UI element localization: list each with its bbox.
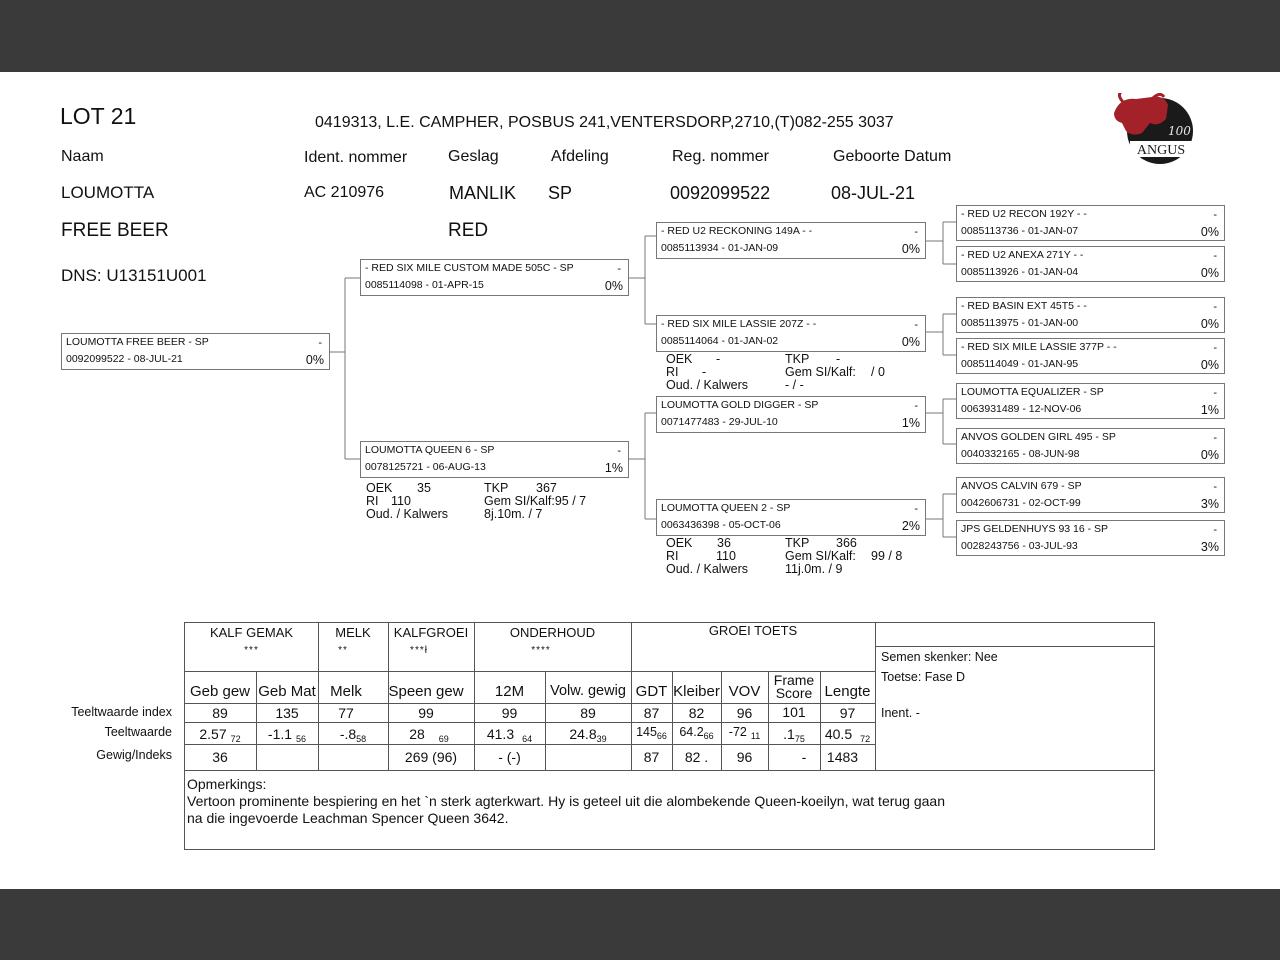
pedigree-dam: LOUMOTTA QUEEN 6 - SP - 0078125721 - 06-AUG-13 1% — [360, 441, 629, 478]
tw-vov: -72 $_{11}$ — [728, 725, 761, 741]
index-kleiber: 82 — [688, 705, 705, 721]
pedigree-dam-sire: LOUMOTTA GOLD DIGGER - SP - 0071477483 - 29-JUL-10 1% — [656, 396, 926, 433]
group-kalfgroei: KALFGROEI — [393, 625, 469, 640]
col-frame-score: Frame Score — [773, 672, 815, 701]
pedigree-gg-6: ANVOS GOLDEN GIRL 495 - SP - 0040332165 - 08-JUN-98 0% — [956, 428, 1225, 464]
logo-number: 100 — [1168, 124, 1191, 138]
col-vov: VOV — [728, 683, 761, 700]
remarks-line-2: na die ingevoerde Leachman Spencer Queen 3642. — [187, 810, 509, 826]
animal-dob: 08-JUL-21 — [831, 183, 916, 203]
dam-reg: 0078125721 - 06-AUG-13 — [365, 461, 486, 473]
tw-speen-gew: 28 $_{69}$ — [409, 726, 449, 744]
logo-text: ANGUS — [1136, 143, 1186, 158]
pedigree-sire-sire: - RED U2 RECKONING 149A - - - 0085113934 - 01-JAN-09 0% — [656, 222, 926, 259]
label-division: Afdeling — [551, 148, 609, 165]
col-volw-gewig: Volw. gewig — [550, 683, 626, 699]
pedigree-subject: LOUMOTTA FREE BEER - SP - 0092099522 - 08-JUL-21 0% — [61, 333, 330, 370]
col-geb-gew: Geb gew — [189, 683, 251, 700]
animal-division: SP — [548, 183, 573, 203]
animal-colour: RED — [448, 220, 489, 241]
index-vov: 96 — [736, 705, 753, 721]
semen-donor: Semen skenker: Nee — [881, 650, 998, 664]
index-melk: 77 — [338, 705, 354, 721]
index-frame-score: 101 — [782, 704, 806, 720]
col-melk: Melk — [330, 683, 362, 700]
animal-ident: AC 210976 — [304, 184, 385, 201]
group-melk: MELK — [335, 625, 371, 640]
dam-name: LOUMOTTA QUEEN 6 - SP — [365, 444, 495, 456]
gi-kleiber: 82 . — [684, 749, 709, 765]
group-kalf-gemak: KALF GEMAK — [209, 625, 294, 640]
tw-melk: $-.8_{58}$ — [339, 726, 367, 744]
tw-geb-gew: 2.57 $_{72}$ — [199, 726, 241, 744]
col-gdt: GDT — [635, 683, 668, 700]
col-geb-mat: Geb Mat — [258, 683, 316, 700]
label-name: Naam — [61, 148, 104, 165]
tw-geb-mat: -1.1 $_{56}$ — [267, 726, 307, 744]
col-speen-gew: Speen gew — [388, 683, 464, 700]
stars-kalf-gemak: *** — [244, 645, 259, 656]
index-volw-gewig: 89 — [580, 705, 596, 721]
index-gdt: 87 — [643, 705, 660, 721]
sire-name: - RED SIX MILE CUSTOM MADE 505C - SP — [365, 262, 574, 274]
label-reg: Reg. nommer — [672, 148, 769, 165]
animal-reg: 0092099522 — [670, 183, 771, 203]
subject-pct: 0% — [305, 353, 324, 367]
pedigree-gg-3: - RED BASIN EXT 45T5 - - - 0085113975 - 01-JAN-00 0% — [956, 297, 1225, 333]
tw-volw-gewig: $24.8_{39}$ — [569, 726, 607, 744]
group-groei-toets: GROEI TOETS — [708, 623, 798, 638]
pedigree-gg-1: - RED U2 RECON 192Y - - - 0085113736 - 01-JAN-07 0% — [956, 205, 1225, 241]
index-geb-gew: 89 — [212, 705, 228, 721]
animal-name-1: LOUMOTTA — [61, 183, 155, 202]
pedigree-gg-5: LOUMOTTA EQUALIZER - SP - 0063931489 - 12-NOV-06 1% — [956, 383, 1225, 419]
col-kleiber: Kleiber — [673, 683, 720, 700]
stars-kalfgroei: ***ł — [410, 645, 428, 656]
pedigree-gg-2: - RED U2 ANEXA 271Y - - - 0085113926 - 01-JAN-04 0% — [956, 246, 1225, 282]
col-12m: 12M — [494, 683, 525, 700]
remarks-title: Opmerkings: — [187, 776, 267, 792]
remarks — [187, 776, 945, 827]
pedigree-sire: - RED SIX MILE CUSTOM MADE 505C - SP - 0085114098 - 01-APR-15 0% — [360, 259, 629, 296]
tests-phase: Toetse: Fase D — [881, 670, 966, 684]
animal-name-2: FREE BEER — [61, 220, 169, 241]
group-onderhoud: ONDERHOUD — [509, 625, 596, 640]
gi-gdt: 87 — [643, 749, 660, 765]
dam-pct: 1% — [604, 461, 623, 475]
index-lengte: 97 — [839, 705, 856, 721]
sire-pct: 0% — [604, 279, 623, 293]
stars-onderhoud: **** — [531, 645, 551, 656]
label-ident: Ident. nommer — [304, 149, 408, 166]
index-geb-mat: 135 — [275, 705, 299, 721]
gi-frame-score: - — [801, 749, 807, 765]
lot-number: LOT 21 — [60, 103, 137, 129]
index-12m: 99 — [501, 705, 518, 721]
remarks-line-1: Vertoon prominente bespiering en het `n sterk agterkwart. Hy is geteel uit die alombekende Queen-koeilyn, wat terug gaan — [187, 793, 945, 809]
gi-vov: 96 — [736, 749, 753, 765]
gi-12m: - (-) — [498, 749, 521, 765]
dns-code: DNS: U13151U001 — [61, 266, 207, 285]
tw-12m: 41.3 $_{64}$ — [486, 726, 533, 744]
label-dob: Geboorte Datum — [833, 148, 952, 165]
owner-line: 0419313, L.E. CAMPHER, POSBUS 241,VENTERSDORP,2710,(T)082-255 3037 — [315, 114, 894, 131]
pedigree-gg-4: - RED SIX MILE LASSIE 377P - - - 0085114049 - 01-JAN-95 0% — [956, 338, 1225, 374]
pedigree-gg-7: ANVOS CALVIN 679 - SP - 0042606731 - 02-OCT-99 3% — [956, 477, 1225, 513]
gi-lengte: 1483 — [826, 749, 859, 765]
subject-reg: 0092099522 - 08-JUL-21 — [66, 353, 183, 365]
animal-sex: MANLIK — [449, 183, 517, 203]
col-lengte: Lengte — [824, 683, 871, 700]
row-label-index: Teeltwaarde index — [71, 705, 172, 719]
row-label-gewig-indeks: Gewig/Indeks — [96, 748, 172, 762]
label-sex: Geslag — [448, 148, 499, 165]
gi-speen-gew: 269 (96) — [404, 749, 458, 765]
tw-frame-score: $.1_{75}$ — [783, 726, 805, 744]
stars-melk: ** — [338, 645, 348, 656]
pedigree-sire-dam: - RED SIX MILE LASSIE 207Z - - - 0085114064 - 01-JAN-02 0% — [656, 315, 926, 352]
tw-lengte: 40.5 $_{72}$ — [824, 726, 871, 744]
gi-geb-gew: 36 — [212, 749, 228, 765]
pedigree-dam-dam: LOUMOTTA QUEEN 2 - SP - 0063436398 - 05-OCT-06 2% — [656, 499, 926, 536]
tw-kleiber: $64.2_{66}$ — [679, 725, 714, 741]
subject-name: LOUMOTTA FREE BEER - SP — [66, 336, 209, 348]
index-speen-gew: 99 — [418, 705, 434, 721]
vaccination: Inent. - — [881, 706, 920, 720]
sire-reg: 0085114098 - 01-APR-15 — [365, 279, 484, 291]
tw-gdt: $145_{66}$ — [636, 725, 667, 741]
row-label-teeltwaarde: Teeltwaarde — [104, 725, 172, 739]
pedigree-gg-8: JPS GELDENHUYS 93 16 - SP - 0028243756 - 03-JUL-93 3% — [956, 520, 1225, 556]
